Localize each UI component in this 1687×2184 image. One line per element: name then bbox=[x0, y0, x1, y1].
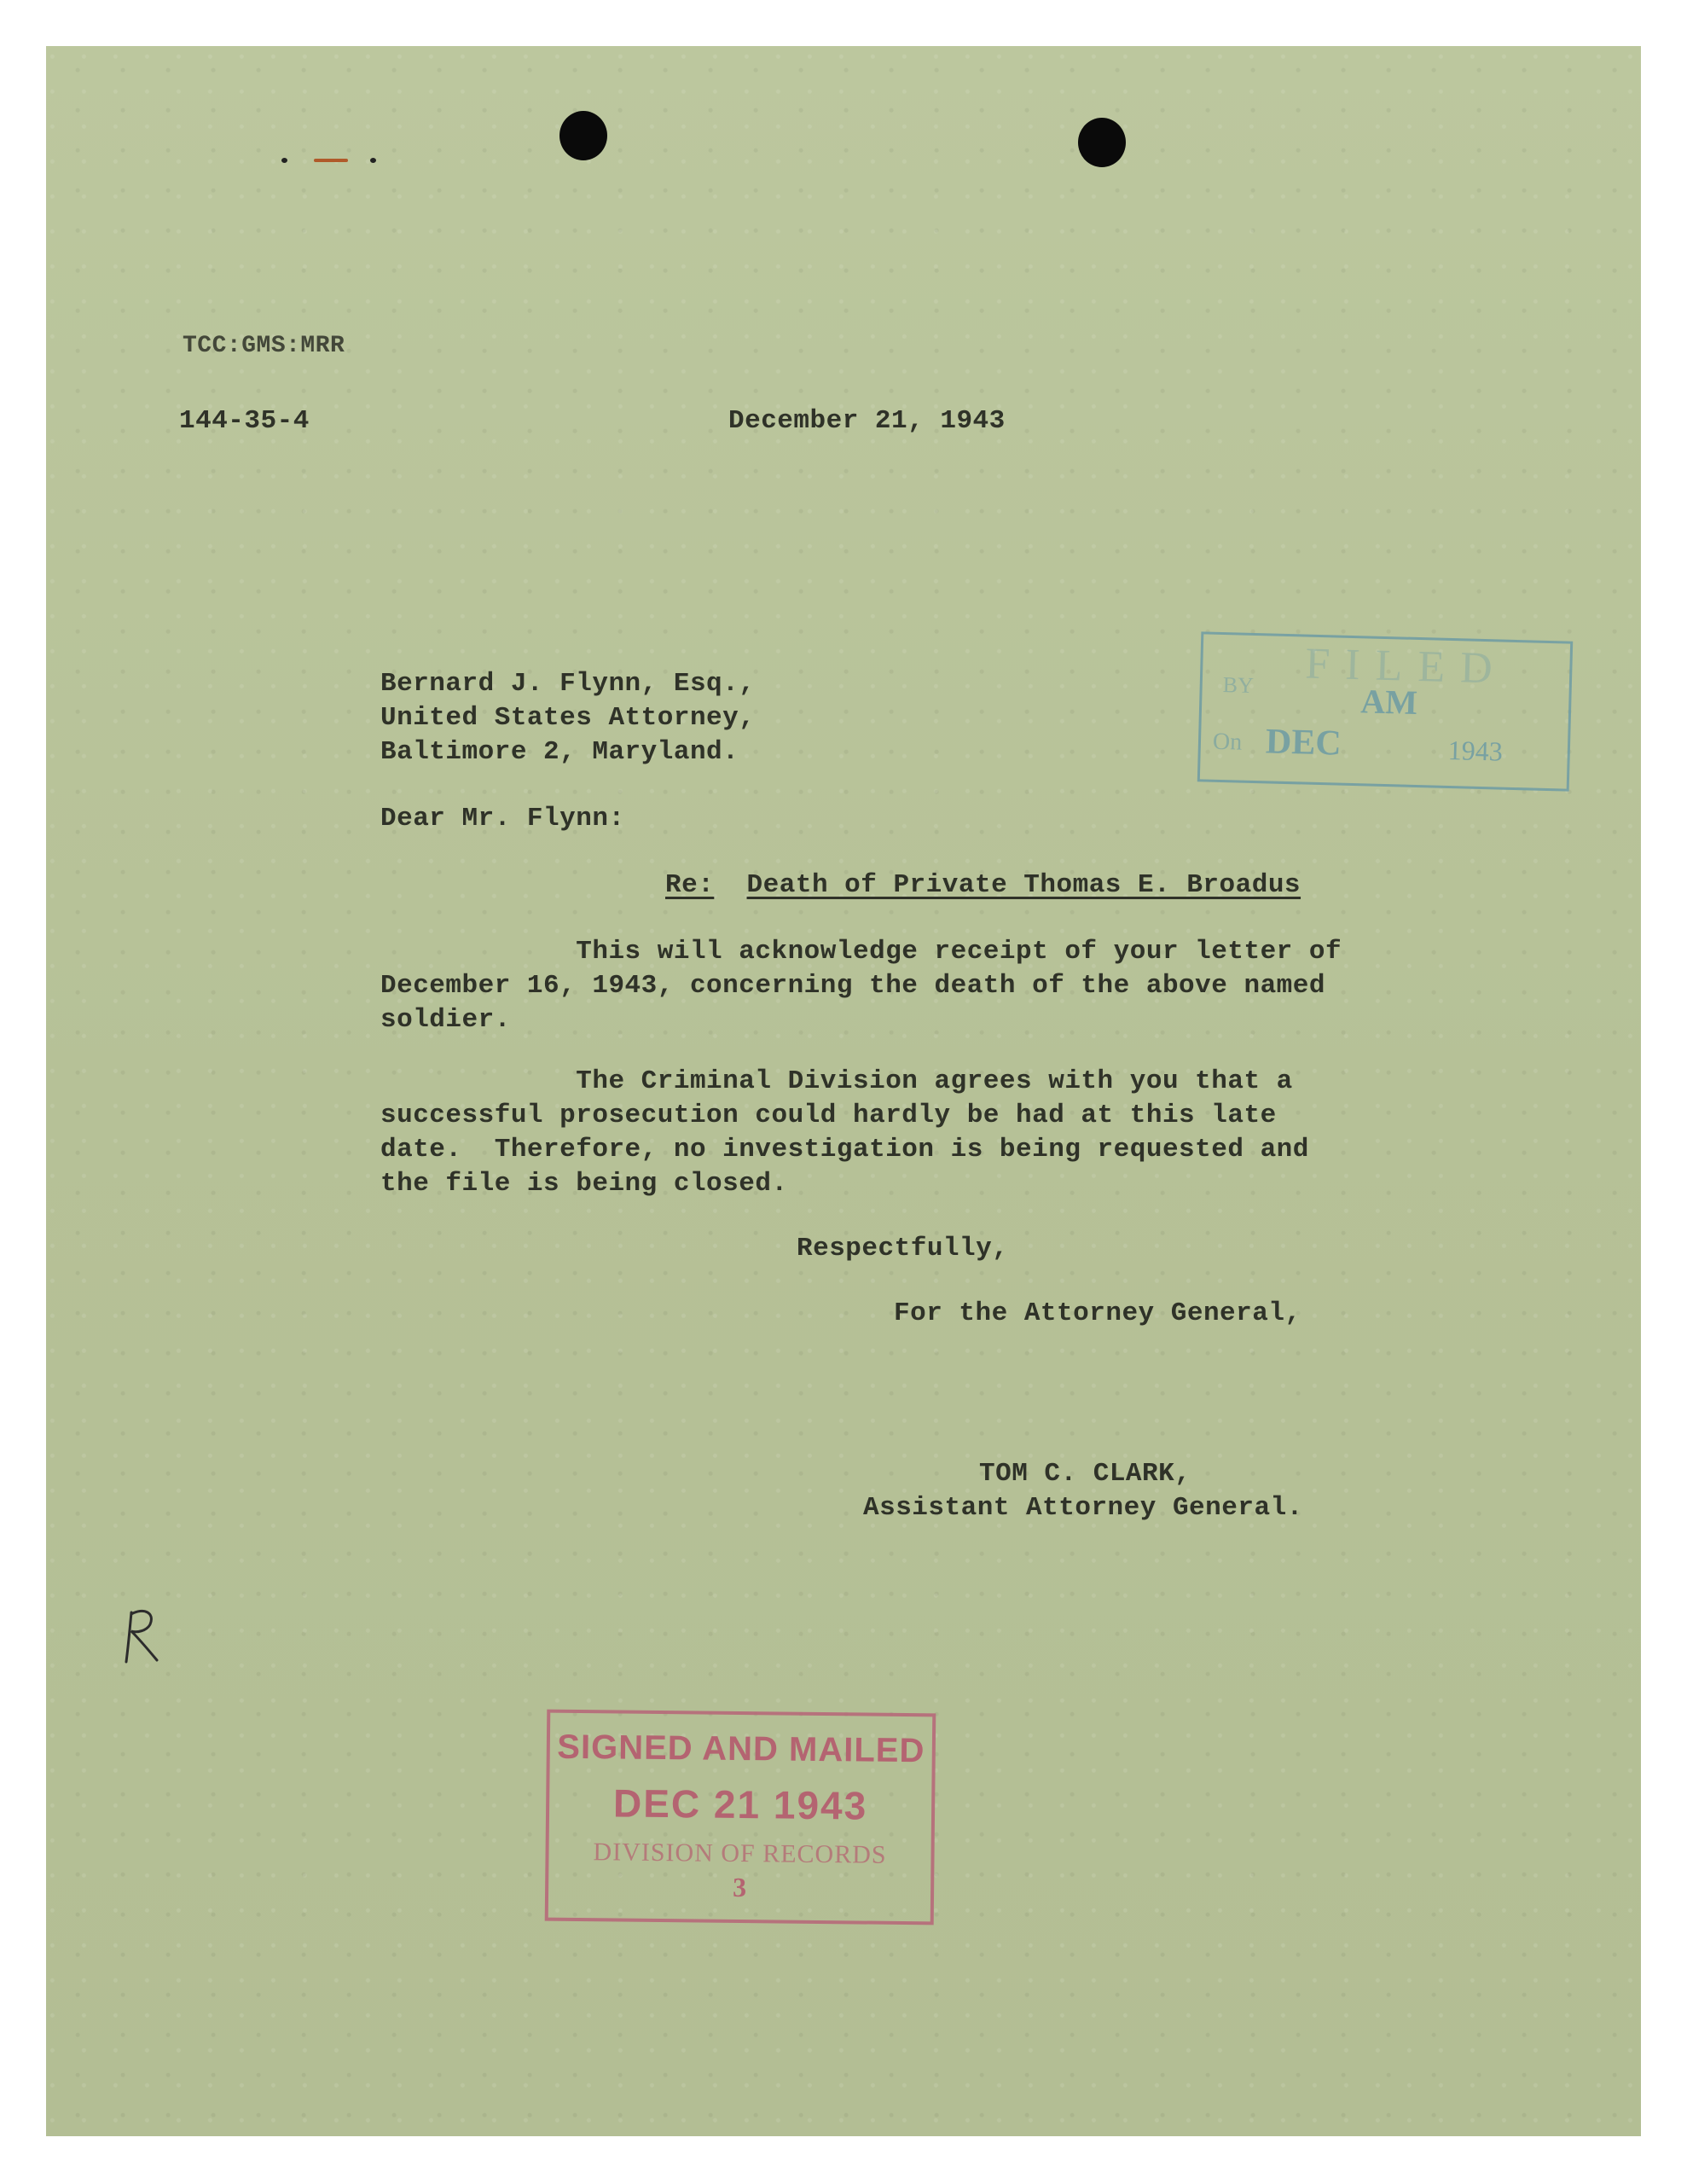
filed-stamp bbox=[1197, 631, 1573, 791]
filed-stamp-time: AM bbox=[1359, 682, 1418, 722]
paragraph-1-line-1: This will acknowledge receipt of your letter of bbox=[380, 937, 1342, 967]
mark-dot-left bbox=[281, 158, 287, 163]
subject-line bbox=[665, 870, 1301, 900]
filed-stamp-by-label: BY bbox=[1222, 672, 1255, 698]
signed-stamp-number: 3 bbox=[732, 1871, 747, 1903]
complimentary-close: Respectfully, bbox=[797, 1234, 1009, 1263]
paragraph-2-line-1: The Criminal Division agrees with you that a bbox=[380, 1066, 1293, 1096]
subject-prefix: Re: bbox=[665, 870, 715, 900]
signed-stamp-division: DIVISION OF RECORDS bbox=[593, 1838, 887, 1869]
subject-text: Death of Private Thomas E. Broadus bbox=[746, 870, 1301, 900]
mark-dot-right bbox=[370, 158, 376, 163]
signed-stamp-heading: SIGNED AND MAILED bbox=[557, 1728, 925, 1770]
signed-and-mailed-stamp bbox=[545, 1710, 936, 1926]
recipient-name: Bernard J. Flynn, Esq., bbox=[380, 669, 756, 699]
recipient-title: United States Attorney, bbox=[380, 703, 756, 733]
punch-hole-left bbox=[559, 111, 607, 160]
signer-name: TOM C. CLARK, bbox=[979, 1459, 1191, 1489]
signed-stamp-date: DEC 21 1943 bbox=[612, 1780, 868, 1828]
paragraph-2-line-2: successful prosecution could hardly be had at this late bbox=[380, 1101, 1277, 1130]
signer-title: Assistant Attorney General. bbox=[863, 1493, 1303, 1523]
letter-paper bbox=[46, 46, 1641, 2136]
letter-date: December 21, 1943 bbox=[728, 406, 1006, 436]
handwritten-r-mark bbox=[114, 1606, 165, 1665]
filed-stamp-year: 1943 bbox=[1447, 734, 1504, 767]
paragraph-2-line-3: date. Therefore, no investigation is being requested and bbox=[380, 1135, 1309, 1165]
filed-stamp-on-label: On bbox=[1212, 728, 1243, 756]
filed-stamp-month: DEC bbox=[1265, 722, 1342, 764]
recipient-address: Baltimore 2, Maryland. bbox=[380, 737, 739, 767]
salutation: Dear Mr. Flynn: bbox=[380, 804, 625, 834]
file-number: 144-35-4 bbox=[179, 406, 310, 436]
for-attorney-general: For the Attorney General, bbox=[894, 1298, 1301, 1328]
paragraph-1-line-3: soldier. bbox=[380, 1005, 511, 1035]
reference-initials: TCC:GMS:MRR bbox=[183, 333, 345, 359]
paragraph-1-line-2: December 16, 1943, concerning the death of the above named bbox=[380, 971, 1325, 1001]
paragraph-2-line-4: the file is being closed. bbox=[380, 1169, 788, 1199]
mark-dash bbox=[314, 159, 348, 162]
filed-stamp-faded-heading: FILED bbox=[1304, 639, 1509, 694]
registration-mark bbox=[281, 159, 377, 162]
punch-hole-right bbox=[1078, 118, 1126, 167]
